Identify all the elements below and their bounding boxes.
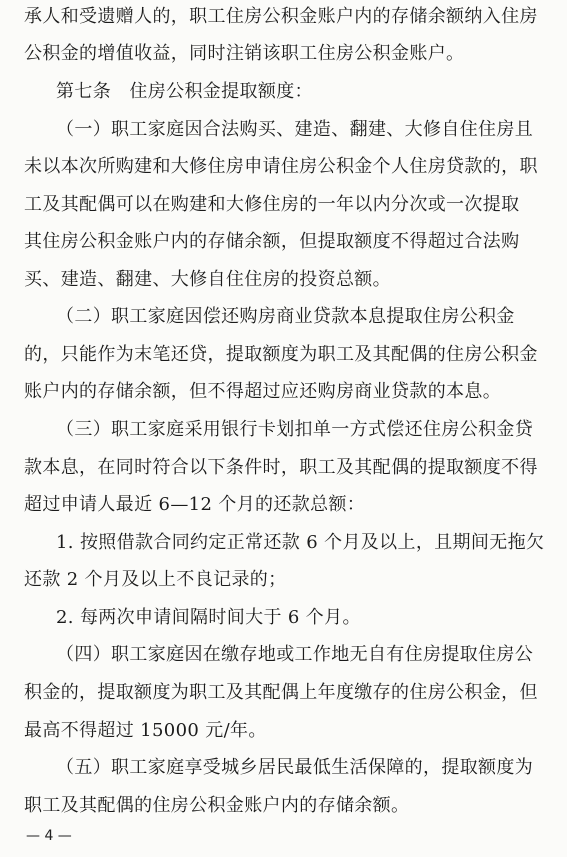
text-line: （二）职工家庭因偿还购房商业贷款本息提取住房公积金 [56, 306, 515, 327]
text-line: 未以本次所购建和大修住房申请住房公积金个人住房贷款的，职 [24, 156, 538, 177]
text-line: 账户内的存储余额，但不得超过应还购房商业贷款的本息。 [24, 381, 502, 402]
article-heading: 第七条 住房公积金提取额度： [56, 81, 313, 102]
text-line: 工及其配偶可以在购建和大修住房的一年以内分次或一次提取 [24, 194, 520, 215]
text-line: 款本息，在同时符合以下条件时，职工及其配偶的提取额度不得 [24, 457, 538, 478]
text-line: 公积金的增值收益，同时注销该职工住房公积金账户。 [24, 43, 465, 64]
text-line: 买、建造、翻建、大修自住住房的投资总额。 [24, 269, 391, 290]
text-line: （一）职工家庭因合法购买、建造、翻建、大修自住住房且 [56, 119, 534, 140]
list-item: 2. 每两次申请间隔时间大于 6 个月。 [56, 607, 361, 628]
text-line: 超过申请人最近 6—12 个月的还款总额： [24, 494, 366, 515]
text-line: 积金的，提取额度为职工及其配偶上年度缴存的住房公积金，但 [24, 682, 538, 703]
page-number: — 4 — [26, 828, 72, 844]
text-line: 其住房公积金账户内的存储余额，但提取额度不得超过合法购 [24, 231, 520, 252]
text-line: （四）职工家庭因在缴存地或工作地无自有住房提取住房公 [56, 644, 534, 665]
text-line: 最高不得超过 15000 元/年。 [24, 720, 267, 741]
list-item: 1. 按照借款合同约定正常还款 6 个月及以上，且期间无拖欠 [56, 532, 545, 553]
text-line: （五）职工家庭享受城乡居民最低生活保障的，提取额度为 [56, 757, 534, 778]
text-line: （三）职工家庭采用银行卡划扣单一方式偿还住房公积金贷 [56, 419, 534, 440]
text-line: 的，只能作为末笔还贷，提取额度为职工及其配偶的住房公积金 [24, 344, 538, 365]
text-line: 还款 2 个月及以上不良记录的； [24, 569, 287, 590]
text-line: 职工及其配偶的住房公积金账户内的存储余额。 [24, 795, 410, 816]
text-line: 承人和受遗赠人的，职工住房公积金账户内的存储余额纳入住房 [24, 6, 538, 27]
